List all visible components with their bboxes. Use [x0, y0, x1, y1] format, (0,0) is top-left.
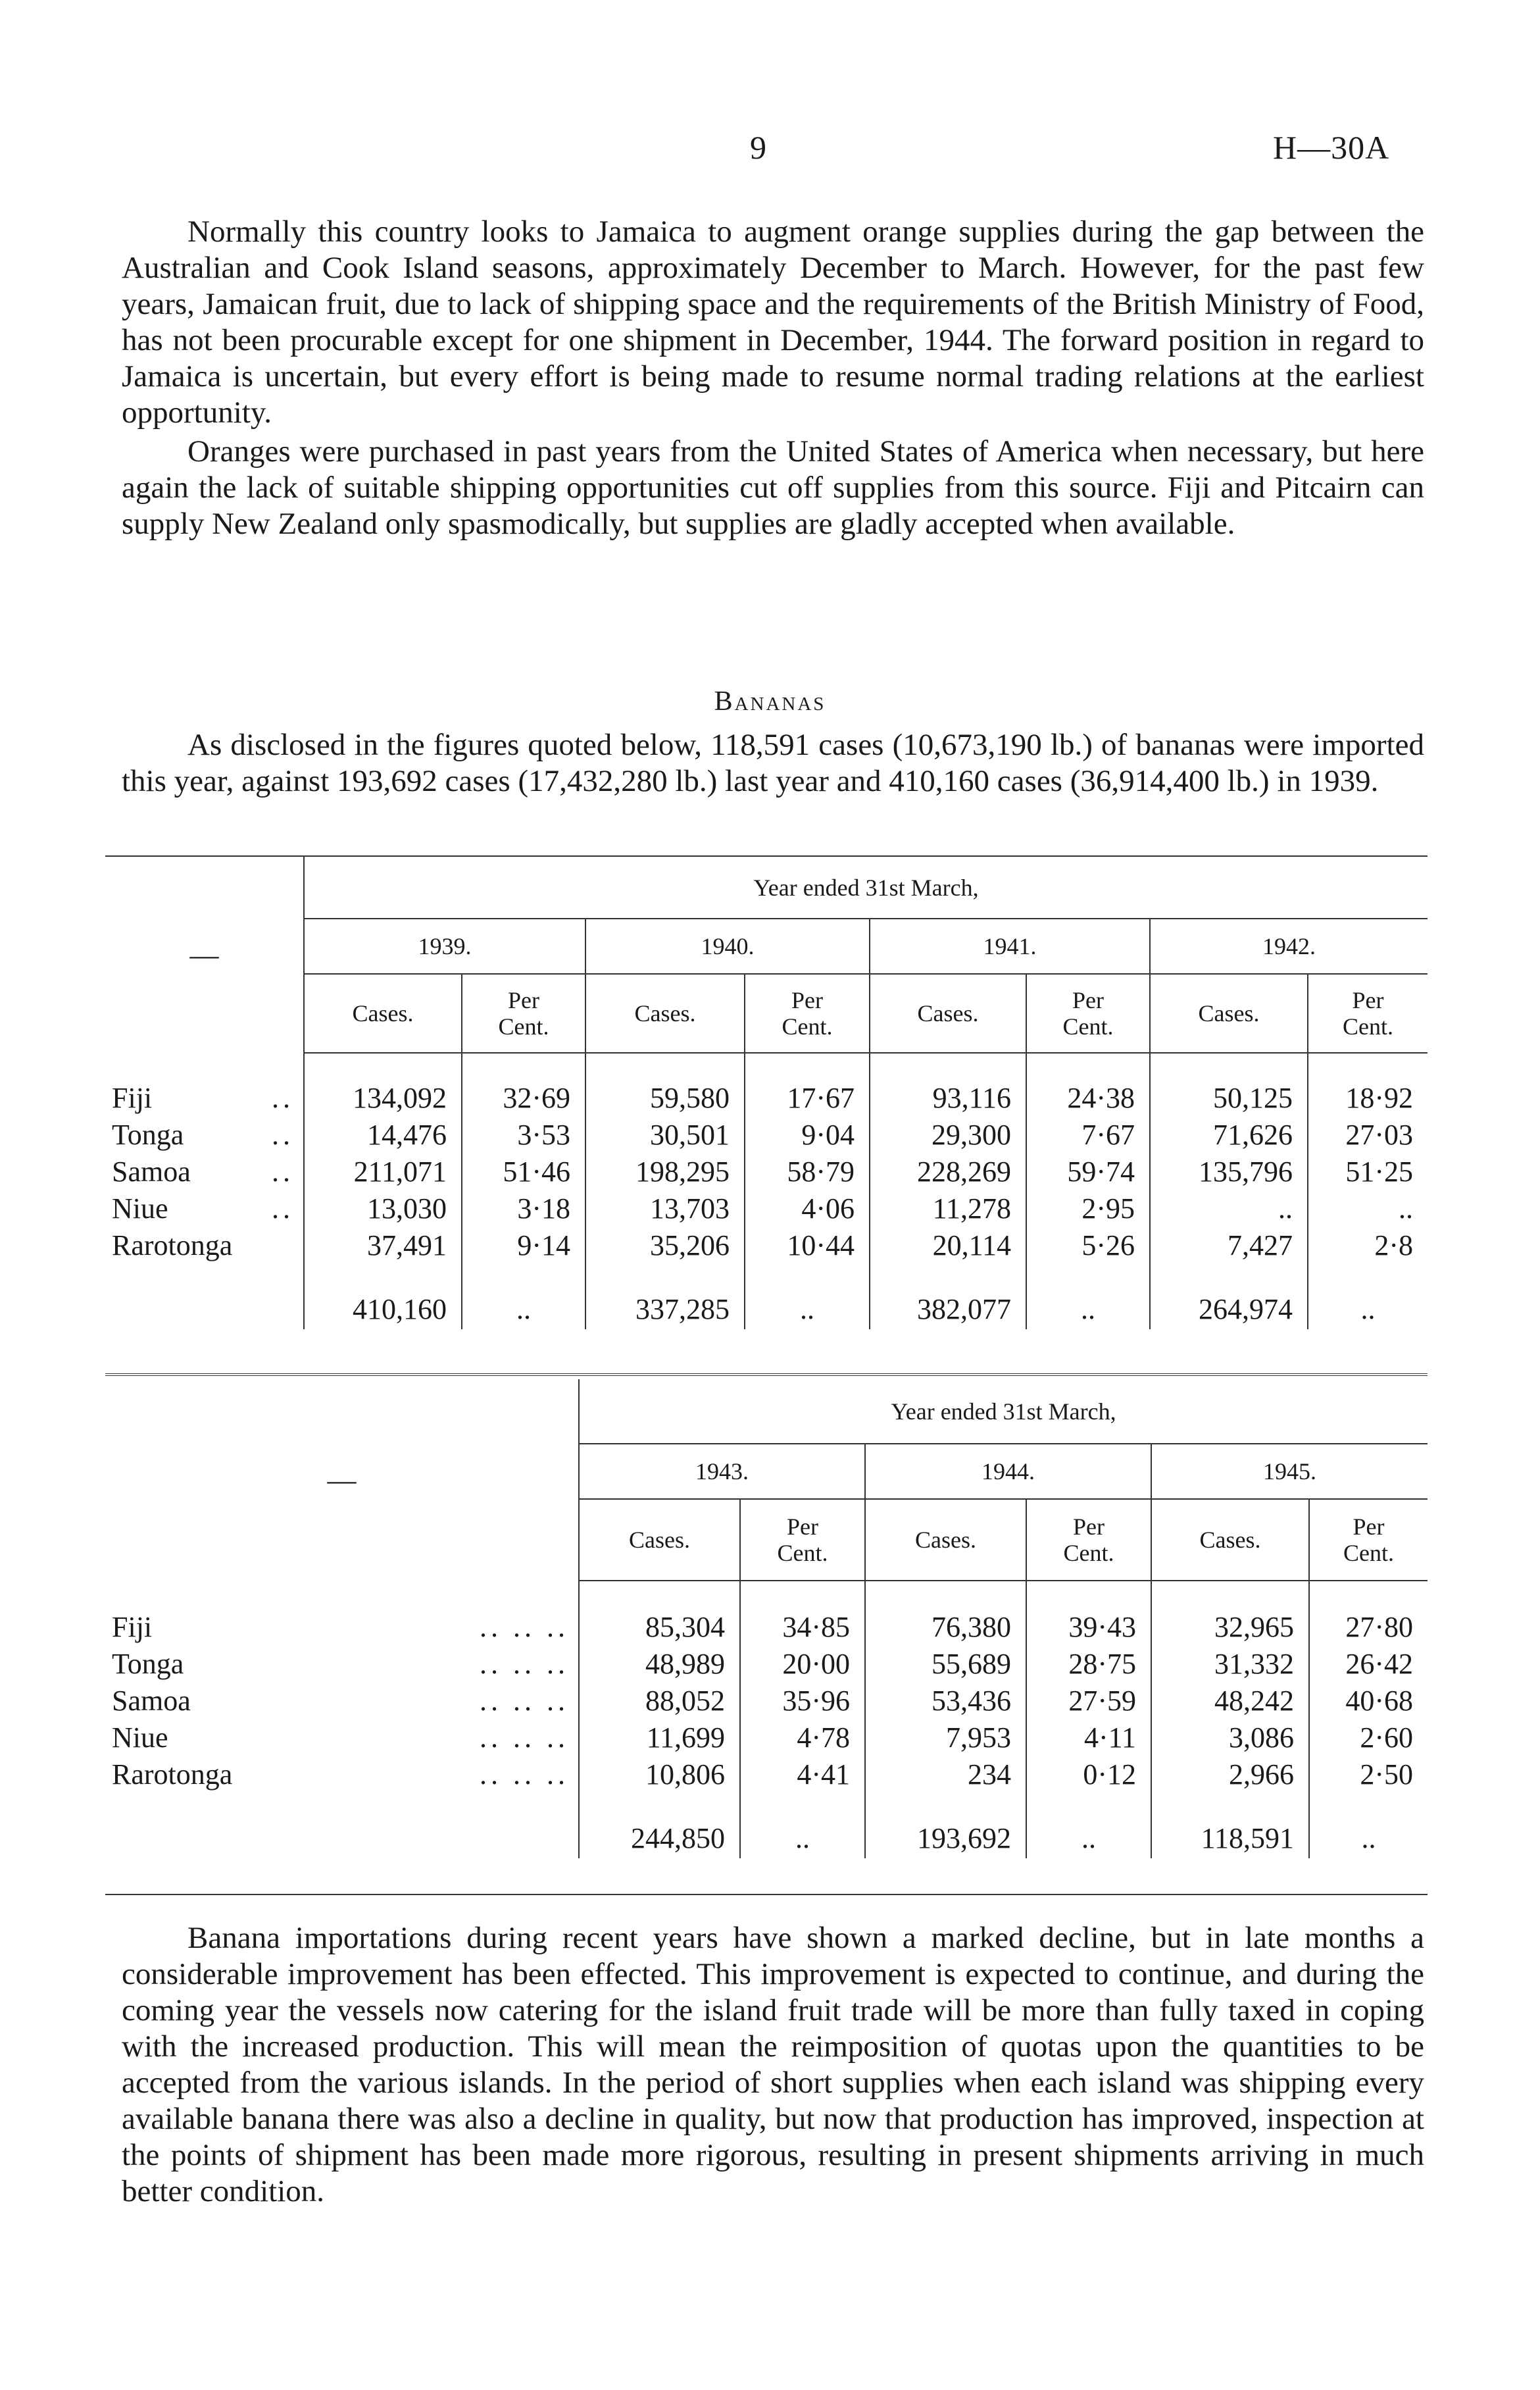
cell-per-cent: 27·03	[1308, 1116, 1428, 1153]
cell-per-cent: 18·92	[1308, 1079, 1428, 1116]
cell-cases: 31,332	[1151, 1645, 1309, 1682]
cell-cases: 11,278	[870, 1190, 1026, 1227]
banana-imports-table-1939-1942	[105, 857, 1428, 1329]
table1-col-per-cent: Per Cent.	[745, 974, 870, 1053]
cell-cases: 76,380	[865, 1608, 1026, 1645]
cell-per-cent: 32·69	[462, 1079, 585, 1116]
table1-col-per-cent: Per Cent.	[1308, 974, 1428, 1053]
cell-cases: 29,300	[870, 1116, 1026, 1153]
cell-cases: 50,125	[1150, 1079, 1308, 1116]
cell-cases: 14,476	[304, 1116, 462, 1153]
table1-totals-row	[105, 1288, 1428, 1329]
cell-per-cent: 3·53	[462, 1116, 585, 1153]
cell-per-cent: 26·42	[1309, 1645, 1428, 1682]
cell-cases: 13,703	[585, 1190, 745, 1227]
total-per-cent: ..	[740, 1818, 865, 1858]
cell-cases: 59,580	[585, 1079, 745, 1116]
cell-per-cent: 51·46	[462, 1153, 585, 1190]
table1-year-1941: 1941.	[870, 919, 1150, 974]
paragraph-jamaica: Normally this country looks to Jamaica to augment orange supplies during the gap between the Australian and Cook Island seasons, approximately December to March. However, for the past few years, Jamaican fruit, due to lack of shipping space and the requirements of the British Ministry of Food, has not been procurable except for one shipment in December, 1944. The forward position in regard to Jamaica is uncertain, but every effort is being made to resume normal trading relations at the earliest opportunity.	[122, 215, 1424, 430]
banana-imports-table-1943-1945	[105, 1379, 1428, 1858]
cell-cases: 88,052	[579, 1682, 740, 1719]
table-row	[105, 1719, 1428, 1756]
cell-per-cent: 4·06	[745, 1190, 870, 1227]
row-label: Samoa .. .. ..	[112, 1684, 569, 1717]
cell-cases: 55,689	[865, 1645, 1026, 1682]
cell-per-cent: ..	[1308, 1190, 1428, 1227]
total-cases: 382,077	[870, 1288, 1026, 1329]
cell-per-cent: 9·14	[462, 1227, 585, 1263]
cell-cases: 211,071	[304, 1153, 462, 1190]
cell-cases: ..	[1150, 1190, 1308, 1227]
table1-col-cases: Cases.	[870, 974, 1026, 1053]
cell-cases: 71,626	[1150, 1116, 1308, 1153]
total-per-cent: ..	[1309, 1818, 1428, 1858]
paragraph-oranges-usa: Oranges were purchased in past years from the United States of America when necessary, but here again the lack of suitable shipping opportunities cut off supplies from this source. Fiji and Pitcairn can supply New Zealand only spasmodically, but supplies are gladly accepted when available.	[122, 434, 1424, 541]
cell-per-cent: 20·00	[740, 1645, 865, 1682]
cell-cases: 134,092	[304, 1079, 462, 1116]
cell-per-cent: 27·80	[1309, 1608, 1428, 1645]
table1-col-cases: Cases.	[585, 974, 745, 1053]
table-row	[105, 1079, 1428, 1116]
table1-col-cases: Cases.	[1150, 974, 1308, 1053]
cell-cases: 20,114	[870, 1227, 1026, 1263]
closing-text-block	[122, 1920, 1424, 2210]
intro-text-block	[122, 214, 1424, 542]
cell-per-cent: 2·60	[1309, 1719, 1428, 1756]
table-row	[105, 1608, 1428, 1645]
table-row	[105, 1116, 1428, 1153]
document-reference: H—30A	[1273, 129, 1390, 166]
cell-cases: 228,269	[870, 1153, 1026, 1190]
cell-cases: 7,427	[1150, 1227, 1308, 1263]
total-cases: 118,591	[1151, 1818, 1309, 1858]
total-per-cent: ..	[462, 1288, 585, 1329]
table1-col-per-cent: Per Cent.	[1026, 974, 1150, 1053]
table2-col-cases: Cases.	[579, 1499, 740, 1581]
total-cases: 410,160	[304, 1288, 462, 1329]
cell-cases: 10,806	[579, 1756, 740, 1792]
cell-cases: 37,491	[304, 1227, 462, 1263]
total-per-cent: ..	[1026, 1818, 1151, 1858]
cell-per-cent: 58·79	[745, 1153, 870, 1190]
cell-per-cent: 24·38	[1026, 1079, 1150, 1116]
total-per-cent: ..	[745, 1288, 870, 1329]
table1-col-per-cent: Per Cent.	[462, 974, 585, 1053]
cell-per-cent: 2·95	[1026, 1190, 1150, 1227]
total-cases: 244,850	[579, 1818, 740, 1858]
cell-cases: 32,965	[1151, 1608, 1309, 1645]
cell-cases: 13,030	[304, 1190, 462, 1227]
table1-year-1940: 1940.	[585, 919, 870, 974]
table1-stub-header: —	[189, 938, 219, 971]
row-label: Fiji ..	[112, 1081, 294, 1114]
cell-per-cent: 28·75	[1026, 1645, 1151, 1682]
cell-cases: 35,206	[585, 1227, 745, 1263]
total-per-cent: ..	[1026, 1288, 1150, 1329]
cell-cases: 30,501	[585, 1116, 745, 1153]
cell-cases: 234	[865, 1756, 1026, 1792]
cell-per-cent: 5·26	[1026, 1227, 1150, 1263]
bananas-intro-block	[122, 727, 1424, 800]
cell-per-cent: 35·96	[740, 1682, 865, 1719]
cell-per-cent: 59·74	[1026, 1153, 1150, 1190]
table2-col-per-cent: Per Cent.	[1026, 1499, 1151, 1581]
cell-cases: 2,966	[1151, 1756, 1309, 1792]
row-label: Niue ..	[112, 1192, 294, 1225]
cell-cases: 198,295	[585, 1153, 745, 1190]
table1-year-1942: 1942.	[1150, 919, 1428, 974]
cell-cases: 7,953	[865, 1719, 1026, 1756]
table2-col-cases: Cases.	[1151, 1499, 1309, 1581]
table2-col-cases: Cases.	[865, 1499, 1026, 1581]
cell-cases: 3,086	[1151, 1719, 1309, 1756]
table2-bottom-rule	[105, 1894, 1428, 1895]
total-per-cent: ..	[1308, 1288, 1428, 1329]
total-cases: 264,974	[1150, 1288, 1308, 1329]
cell-cases: 53,436	[865, 1682, 1026, 1719]
table2-col-per-cent: Per Cent.	[1309, 1499, 1428, 1581]
table1-col-cases: Cases.	[304, 974, 462, 1053]
cell-cases: 11,699	[579, 1719, 740, 1756]
cell-per-cent: 39·43	[1026, 1608, 1151, 1645]
table-row	[105, 1756, 1428, 1792]
cell-per-cent: 2·8	[1308, 1227, 1428, 1263]
cell-per-cent: 7·67	[1026, 1116, 1150, 1153]
cell-cases: 48,989	[579, 1645, 740, 1682]
table2-col-per-cent: Per Cent.	[740, 1499, 865, 1581]
table2-totals-row	[105, 1818, 1428, 1858]
row-label: Rarotonga	[112, 1229, 233, 1261]
row-label: Samoa ..	[112, 1155, 294, 1188]
cell-per-cent: 4·41	[740, 1756, 865, 1792]
paragraph-bananas-figures: As disclosed in the figures quoted below, 118,591 cases (10,673,190 lb.) of bananas were imported this year, against 193,692 cases (17,432,280 lb.) last year and 410,160 cases (36,914,400 lb.) in 1939.	[122, 728, 1424, 798]
table-row	[105, 1645, 1428, 1682]
cell-cases: 135,796	[1150, 1153, 1308, 1190]
cell-per-cent: 4·78	[740, 1719, 865, 1756]
table1-caption: Year ended 31st March,	[304, 857, 1428, 919]
cell-cases: 85,304	[579, 1608, 740, 1645]
cell-per-cent: 27·59	[1026, 1682, 1151, 1719]
table1-year-1939: 1939.	[304, 919, 585, 974]
cell-per-cent: 0·12	[1026, 1756, 1151, 1792]
table1-subheader-row	[105, 974, 1428, 1053]
cell-per-cent: 17·67	[745, 1079, 870, 1116]
row-label: Rarotonga .. .. ..	[112, 1758, 569, 1791]
cell-per-cent: 3·18	[462, 1190, 585, 1227]
total-cases: 193,692	[865, 1818, 1026, 1858]
cell-per-cent: 2·50	[1309, 1756, 1428, 1792]
paragraph-banana-outlook: Banana importations during recent years have shown a marked decline, but in late months a considerable improvement has been effected. This improvement is expected to continue, and during the coming year the vessels now catering for the island fruit trade will be more than fully taxed in coping with the increased production. This will mean the reimposition of quotas upon the quantities to be accepted from the various islands. In the period of short supplies when each island was shipping every available banana there was also a decline in quality, but now that production has improved, inspection at the points of shipment has been made more rigorous, resulting in present shipments arriving in much better condition.	[122, 1921, 1424, 2208]
table-row	[105, 1153, 1428, 1190]
table-row	[105, 1227, 1428, 1263]
row-label: Fiji .. .. ..	[112, 1610, 569, 1643]
table2-stub-header: —	[327, 1463, 357, 1496]
cell-per-cent: 51·25	[1308, 1153, 1428, 1190]
table2-caption: Year ended 31st March,	[579, 1379, 1428, 1444]
table2-year-1945: 1945.	[1151, 1444, 1428, 1499]
cell-cases: 48,242	[1151, 1682, 1309, 1719]
cell-per-cent: 9·04	[745, 1116, 870, 1153]
row-label: Tonga .. .. ..	[112, 1647, 569, 1680]
cell-cases: 93,116	[870, 1079, 1026, 1116]
cell-per-cent: 10·44	[745, 1227, 870, 1263]
table2-year-1944: 1944.	[865, 1444, 1151, 1499]
cell-per-cent: 40·68	[1309, 1682, 1428, 1719]
total-cases: 337,285	[585, 1288, 745, 1329]
row-label: Niue .. .. ..	[112, 1721, 569, 1754]
row-label: Tonga ..	[112, 1118, 294, 1151]
table2-year-1943: 1943.	[579, 1444, 865, 1499]
table-row	[105, 1190, 1428, 1227]
page-number: 9	[750, 129, 766, 166]
cell-per-cent: 34·85	[740, 1608, 865, 1645]
section-heading-bananas: Bananas	[714, 686, 826, 717]
table1-bottom-rule	[105, 1373, 1428, 1376]
table-row	[105, 1682, 1428, 1719]
cell-per-cent: 4·11	[1026, 1719, 1151, 1756]
